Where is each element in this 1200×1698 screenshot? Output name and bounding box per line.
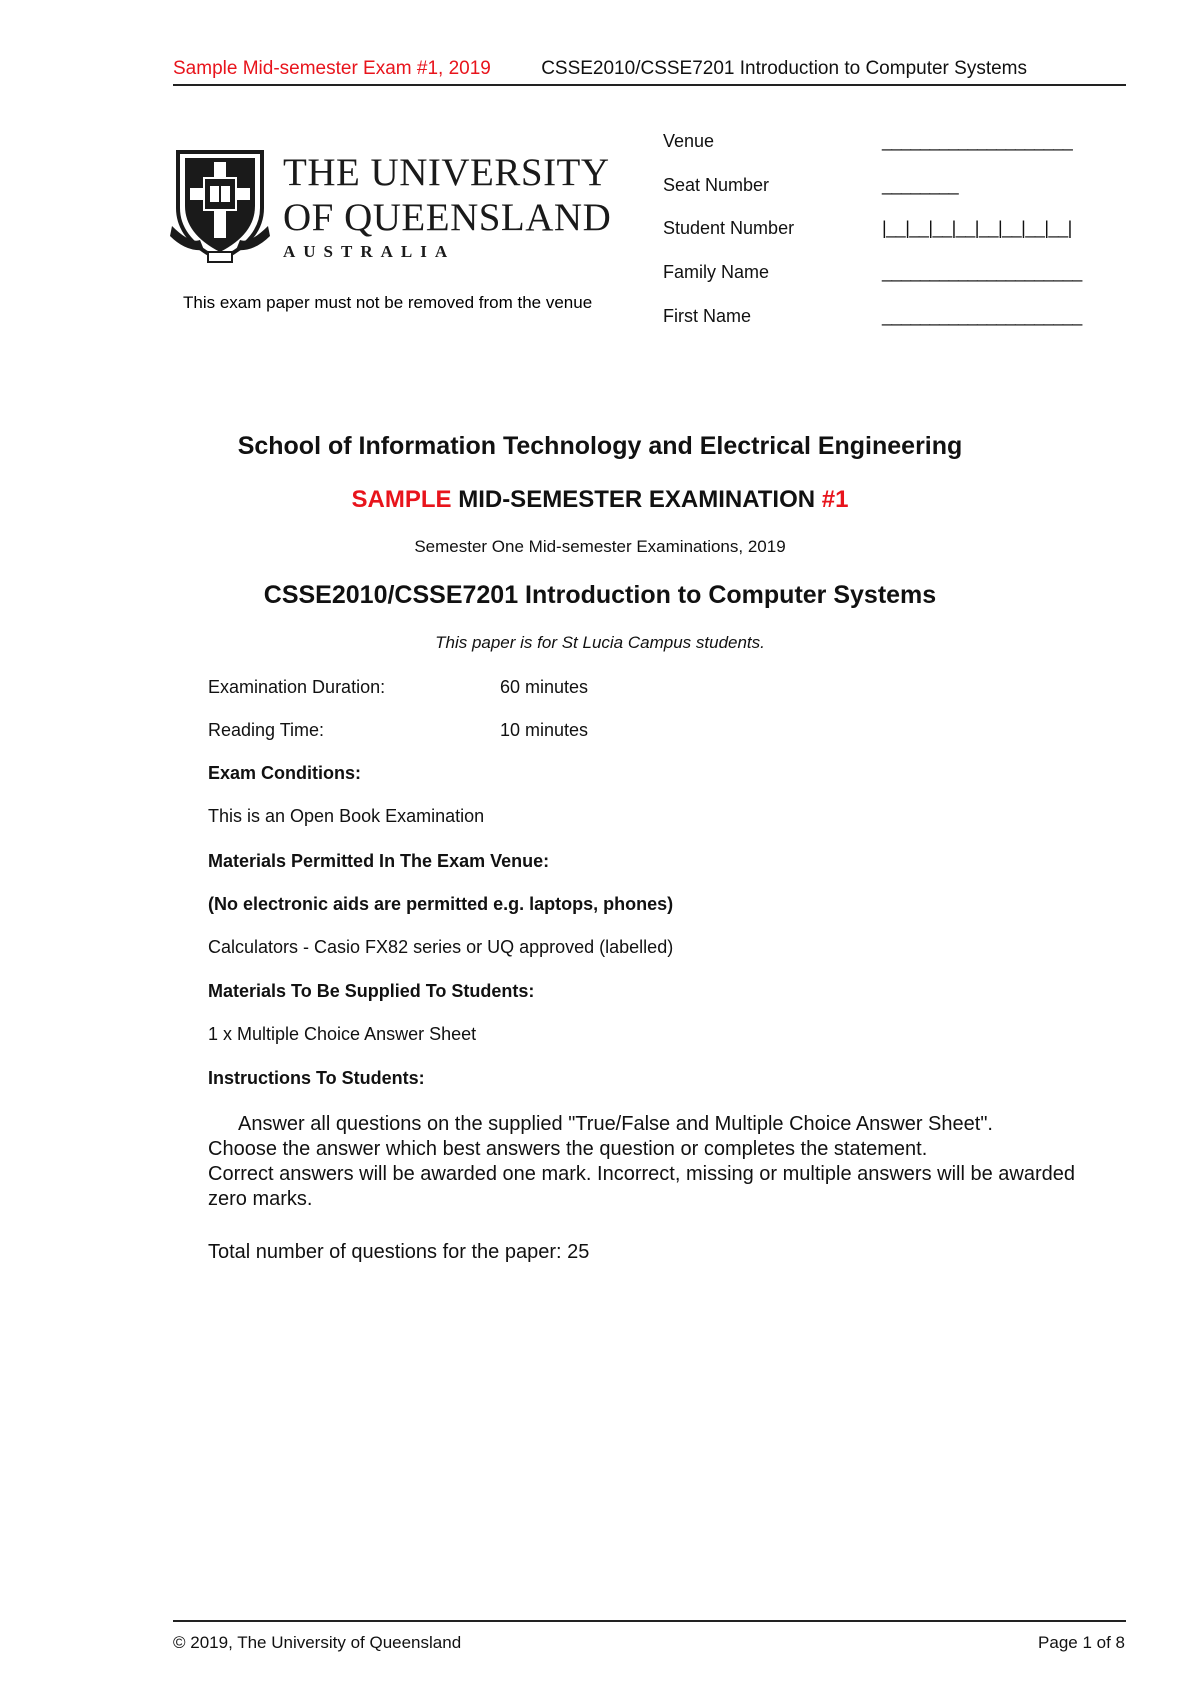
school-title: School of Information Technology and Electrical Engineering xyxy=(237,432,963,460)
wordmark-line2: OF QUEENSLAND xyxy=(283,196,612,239)
footer-copyright: © 2019, The University of Queensland xyxy=(173,1633,462,1652)
exam-title-main: MID-SEMESTER EXAMINATION xyxy=(451,486,822,513)
wordmark-country: AUSTRALIA xyxy=(283,242,456,261)
first-name-label: First Name xyxy=(663,306,752,326)
exam-title-sample: SAMPLE xyxy=(351,486,452,513)
university-logo xyxy=(170,148,270,266)
venue-field[interactable]: ____________________ xyxy=(882,131,1073,151)
header-exam-label: Sample Mid-semester Exam #1, 2019 xyxy=(173,58,491,79)
header-course-label: CSSE2010/CSSE7201 Introduction to Computer Systems xyxy=(541,58,1027,79)
semester-line: Semester One Mid-semester Examinations, 2019 xyxy=(414,537,786,556)
course-title: CSSE2010/CSSE7201 Introduction to Computer Systems xyxy=(263,581,937,609)
instructions-heading: Instructions To Students: xyxy=(208,1068,425,1088)
total-questions: Total number of questions for the paper: 25 xyxy=(208,1241,590,1263)
conditions-text: This is an Open Book Examination xyxy=(208,806,485,826)
materials-text: Calculators - Casio FX82 series or UQ approved (labelled) xyxy=(208,937,674,957)
instructions-body xyxy=(208,1112,1088,1212)
instructions-line3: Correct answers will be awarded one mark. Incorrect, missing or multiple answers will be awarded zero marks. xyxy=(208,1163,1076,1210)
footer-divider xyxy=(173,1620,1126,1622)
duration-label: Examination Duration: xyxy=(208,677,386,697)
seat-number-field[interactable]: ________ xyxy=(882,175,959,195)
university-wordmark xyxy=(283,150,611,262)
campus-line: This paper is for St Lucia Campus students. xyxy=(435,633,765,652)
materials-heading: Materials Permitted In The Exam Venue: xyxy=(208,851,550,871)
venue-notice: This exam paper must not be removed from the venue xyxy=(183,293,593,312)
venue-label: Venue xyxy=(663,131,715,151)
materials-note: (No electronic aids are permitted e.g. laptops, phones) xyxy=(208,894,674,914)
uq-crest-icon xyxy=(170,148,270,266)
reading-time-value: 10 minutes xyxy=(500,720,589,740)
student-number-label: Student Number xyxy=(663,218,795,238)
conditions-heading: Exam Conditions: xyxy=(208,763,362,783)
family-name-field[interactable]: _____________________ xyxy=(882,262,1082,282)
header-divider xyxy=(173,84,1126,86)
first-name-field[interactable]: _____________________ xyxy=(882,306,1082,326)
supplied-heading: Materials To Be Supplied To Students: xyxy=(208,981,535,1001)
seat-number-label: Seat Number xyxy=(663,175,770,195)
instructions-line2: Choose the answer which best answers the question or completes the statement. xyxy=(208,1138,928,1160)
duration-value: 60 minutes xyxy=(500,677,589,697)
wordmark-line1: THE UNIVERSITY xyxy=(283,151,610,194)
exam-title-number: #1 xyxy=(821,486,849,513)
instructions-line1: Answer all questions on the supplied "True/False and Multiple Choice Answer Sheet". xyxy=(238,1113,993,1135)
footer-page-number: Page 1 of 8 xyxy=(1038,1633,1125,1652)
reading-time-label: Reading Time: xyxy=(208,720,325,740)
exam-title xyxy=(0,486,1200,514)
student-number-field[interactable]: |__|__|__|__|__|__|__|__| xyxy=(882,218,1072,238)
family-name-label: Family Name xyxy=(663,262,770,282)
supplied-text: 1 x Multiple Choice Answer Sheet xyxy=(208,1024,477,1044)
